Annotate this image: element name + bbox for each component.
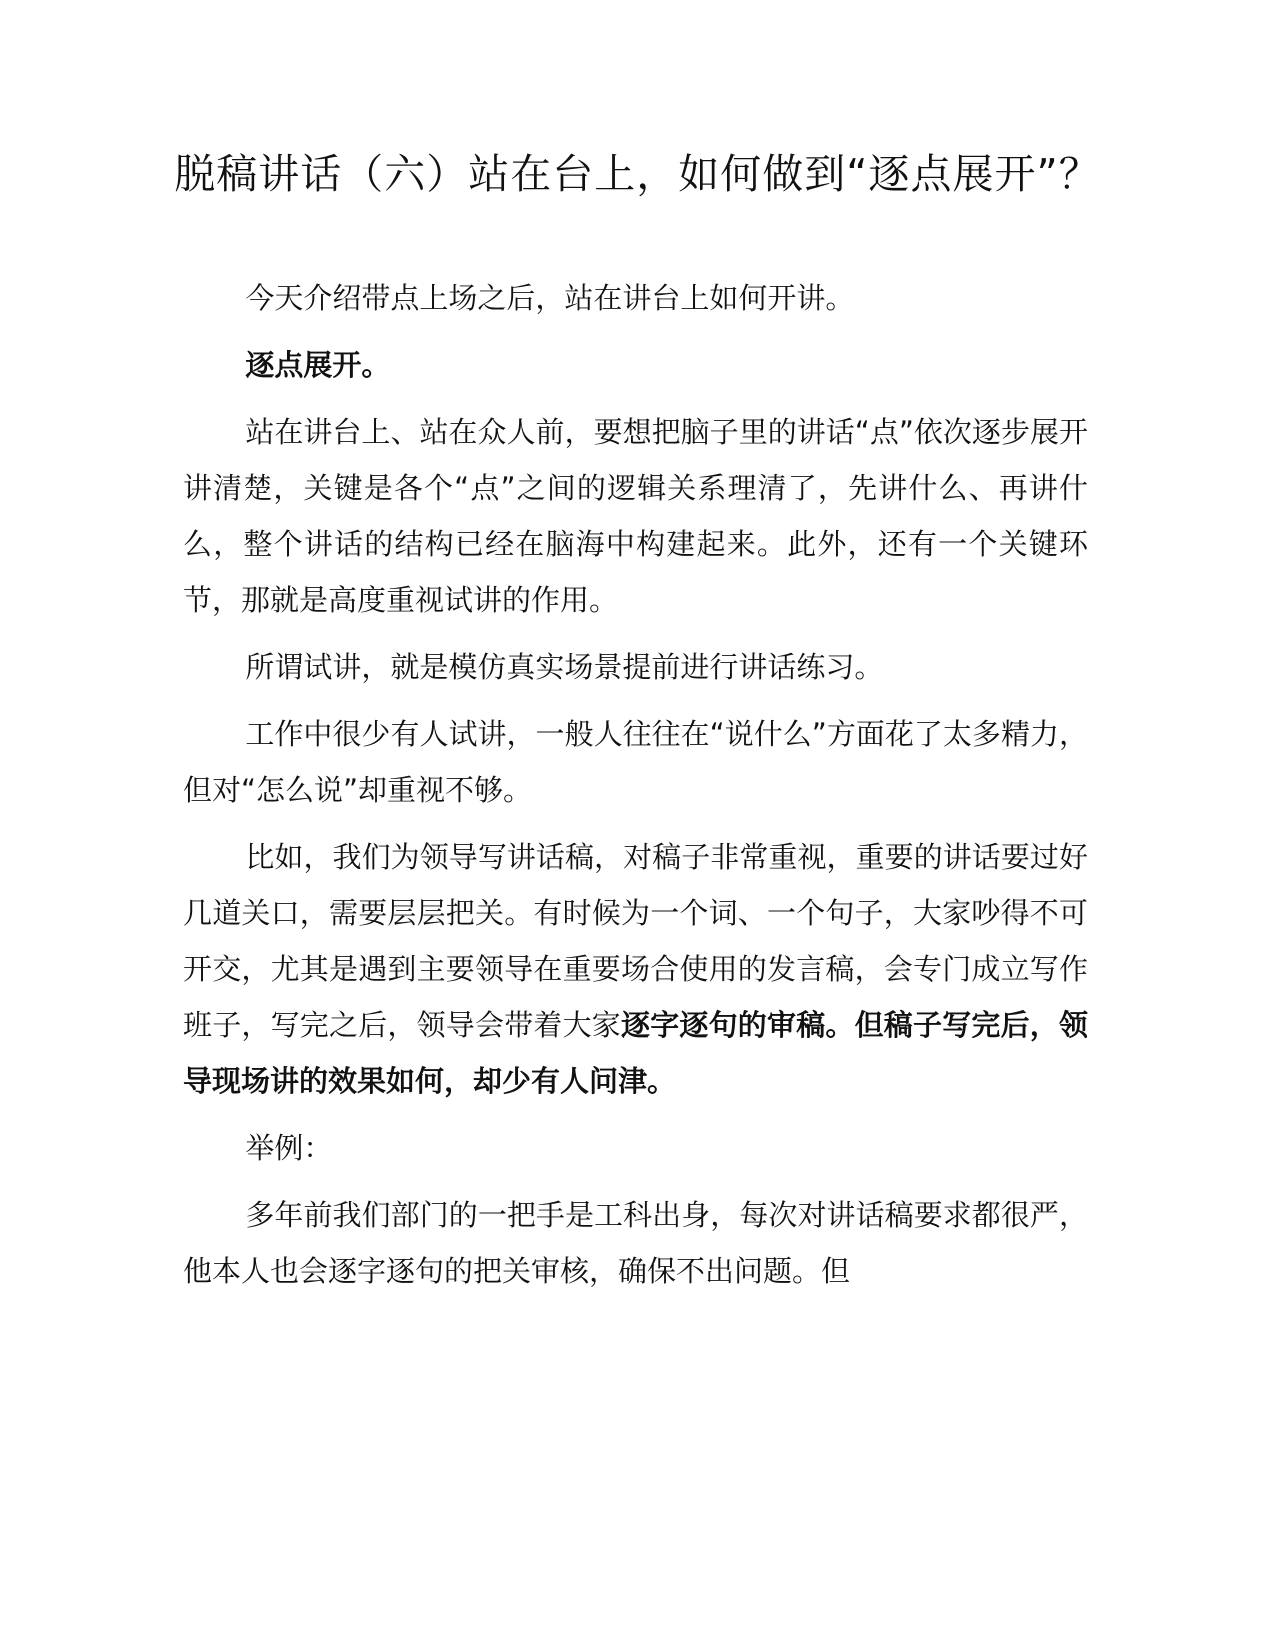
document-body — [183, 270, 1088, 1310]
paragraph-example-intro — [183, 829, 1088, 1109]
paragraph-observation: 工作中很少有人试讲，一般人往往在“说什么”方面花了太多精力，但对“怎么说”却重视不够。 — [183, 717, 1088, 807]
paragraph-example-label: 举例： — [245, 1131, 333, 1165]
paragraph-example-text: 比如，我们为领导写讲话稿，对稿子非常重视，重要的讲话要过好几道关口，需要层层把关。有时候为一个词、一个句子，大家吵得不可开交，尤其是遇到主要领导在重要场合使用的发言稿，会专门成立写作班子，写完之后，领导会带着大家 — [183, 840, 1088, 1042]
paragraph-example-emphasis: 逐字逐句的审稿。但稿子写完后，领导现场讲的效果如何，却少有人问津。 — [183, 1008, 1088, 1098]
paragraph-story: 多年前我们部门的一把手是工科出身，每次对讲话稿要求都很严，他本人也会逐字逐句的把关审核，确保不出问题。但 — [183, 1198, 1088, 1288]
paragraph-definition: 所谓试讲，就是模仿真实场景提前进行讲话练习。 — [245, 650, 884, 684]
paragraph-heading: 逐点展开。 — [245, 348, 391, 382]
paragraph-intro: 今天介绍带点上场之后，站在讲台上如何开讲。 — [245, 281, 855, 315]
document-title: 脱稿讲话（六）站在台上，如何做到“逐点展开”？ — [174, 150, 1101, 198]
paragraph-logic: 站在讲台上、站在众人前，要想把脑子里的讲话“点”依次逐步展开讲清楚，关键是各个“点”之间的逻辑关系理清了，先讲什么、再讲什么，整个讲话的结构已经在脑海中构建起来。此外，还有一个关键环节，那就是高度重视试讲的作用。 — [183, 415, 1088, 617]
